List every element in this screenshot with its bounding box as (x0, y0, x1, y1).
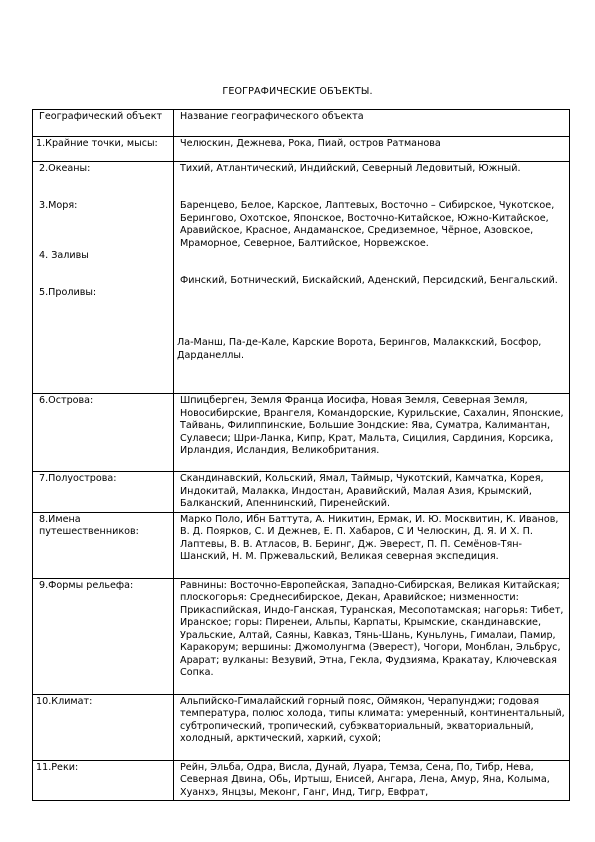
row-islands (33, 394, 570, 472)
geo-objects-table (32, 109, 570, 801)
row-value-extreme-points: Челюскин, Дежнева, Рока, Пиай, остров Ратманова (174, 137, 570, 162)
row-value-oceans: Тихий, Атлантический, Индийский, Северный Ледовитый, Южный. (180, 163, 521, 174)
header-object-type: Географический объект (33, 110, 174, 137)
row-value-rivers: Рейн, Эльба, Одра, Висла, Дунай, Луара, Темза, Сена, По, Тибр, Нева, Северная Двина, Обь, Иртыш, Енисей, Ангара, Лена, Амур, Яна, Колыма, Хуанхэ, Янцзы, Меконг, Ганг, Инд, Тигр, Евфрат, (174, 760, 570, 801)
table-header-row (33, 110, 570, 137)
row-label-islands: 6.Острова: (33, 394, 174, 472)
row-water-bodies (33, 162, 570, 394)
row-extreme-points (33, 137, 570, 162)
row-climate (33, 694, 570, 760)
row-value-bays: Финский, Ботнический, Бискайский, Аденский, Персидский, Бенгальский. (180, 275, 558, 286)
row-label-peninsulas: 7.Полуострова: (33, 472, 174, 513)
row-label-oceans: 2.Океаны: (39, 163, 91, 174)
row-value-climate: Альпийско-Гималайский горный пояс, Оймякон, Черапунджи; годовая температура, полюс холода, типы климата: умеренный, континентальный, субтропический, тропический, субэкваториальный, экваториальный, холодный, арктический, харкий, сухой; (174, 694, 570, 760)
row-value-travelers: Марко Поло, Ибн Баттута, А. Никитин, Ермак, И. Ю. Москвитин, К. Иванов, В. Д. Поярков, С. И Дежнев, Е. П. Хабаров, С И Челюскин, Д. Я. И Х. П. Лаптевы, В. В. Атласов, В. Беринг, Дж. Эверест, П. П. Семёнов-Тян- Шанский, Н. М. Пржевальский, Великая северная экспедиция. (174, 512, 570, 578)
row-label-straits: 5.Проливы: (39, 287, 97, 298)
row-travelers (33, 512, 570, 578)
row-label-seas: 3.Моря: (39, 200, 78, 211)
row-value-seas: Баренцево, Белое, Карское, Лаптевых, Восточно – Сибирское, Чукотское, Берингово, Охотское, Японское, Восточно-Китайское, Южно-Китайское, Аравийское, Красное, Андаманское, Средиземное, Чёрное, Азовское, Мраморное, Северное, Балтийское, Норвежское. (180, 200, 555, 249)
row-peninsulas (33, 472, 570, 513)
page-title: ГЕОГРАФИЧЕСКИЕ ОБЪЕКТЫ. (222, 86, 373, 97)
row-labels-water-bodies (33, 162, 174, 394)
row-relief (33, 578, 570, 694)
row-label-travelers: 8.Имена путешественников: (33, 512, 174, 578)
row-value-straits: Ла-Манш, Па-де-Кале, Карские Ворота, Берингов, Малаккский, Босфор, Дарданеллы. (177, 337, 542, 361)
row-label-bays: 4. Заливы (39, 250, 89, 261)
row-label-relief: 9.Формы рельефа: (33, 578, 174, 694)
row-rivers (33, 760, 570, 801)
header-object-name: Название географического объекта (174, 110, 570, 137)
row-label-extreme-points: 1.Крайние точки, мысы: (33, 137, 174, 162)
row-value-relief: Равнины: Восточно-Европейская, Западно-Сибирская, Великая Китайская; плоскогорья: Среднесибирское, Декан, Аравийское; низменности: Прикаспийская, Индо-Ганская, Туранская, Месопотамская; нагорья: Тибет, Иранское; горы: Пиренеи, Альпы, Карпаты, Крымские, скандинавские, Уральские, Алтай, Саяны, Кавказ, Тянь-Шань, Куньлунь, Гималаи, Памир, Каракорум; вершины: Джомолунгма (Эверест), Чогори, Монблан, Эльбрус, Арарат; вулканы: Везувий, Этна, Гекла, Фудзияма, Кракатау, Ключевская Сопка. (174, 578, 570, 694)
row-value-peninsulas: Скандинавский, Кольский, Ямал, Таймыр, Чукотский, Камчатка, Корея, Индокитай, Малакка, Индостан, Аравийский, Малая Азия, Крымский, Балканский, Апеннинский, Пиренейский. (174, 472, 570, 513)
row-values-water-bodies (174, 162, 570, 394)
row-label-rivers: 11.Реки: (33, 760, 174, 801)
row-value-islands: Шпицберген, Земля Франца Иосифа, Новая Земля, Северная Земля, Новосибирские, Врангеля, Командорские, Курильские, Сахалин, Японские, Тайвань, Филиппинские, Большие Зондские: Ява, Суматра, Калимантан, Сулавеси; Шри-Ланка, Кипр, Крат, Мальта, Сицилия, Сардиния, Корсика, Ирландия, Исландия, Великобритания. (174, 394, 570, 472)
row-label-climate: 10.Климат: (33, 694, 174, 760)
